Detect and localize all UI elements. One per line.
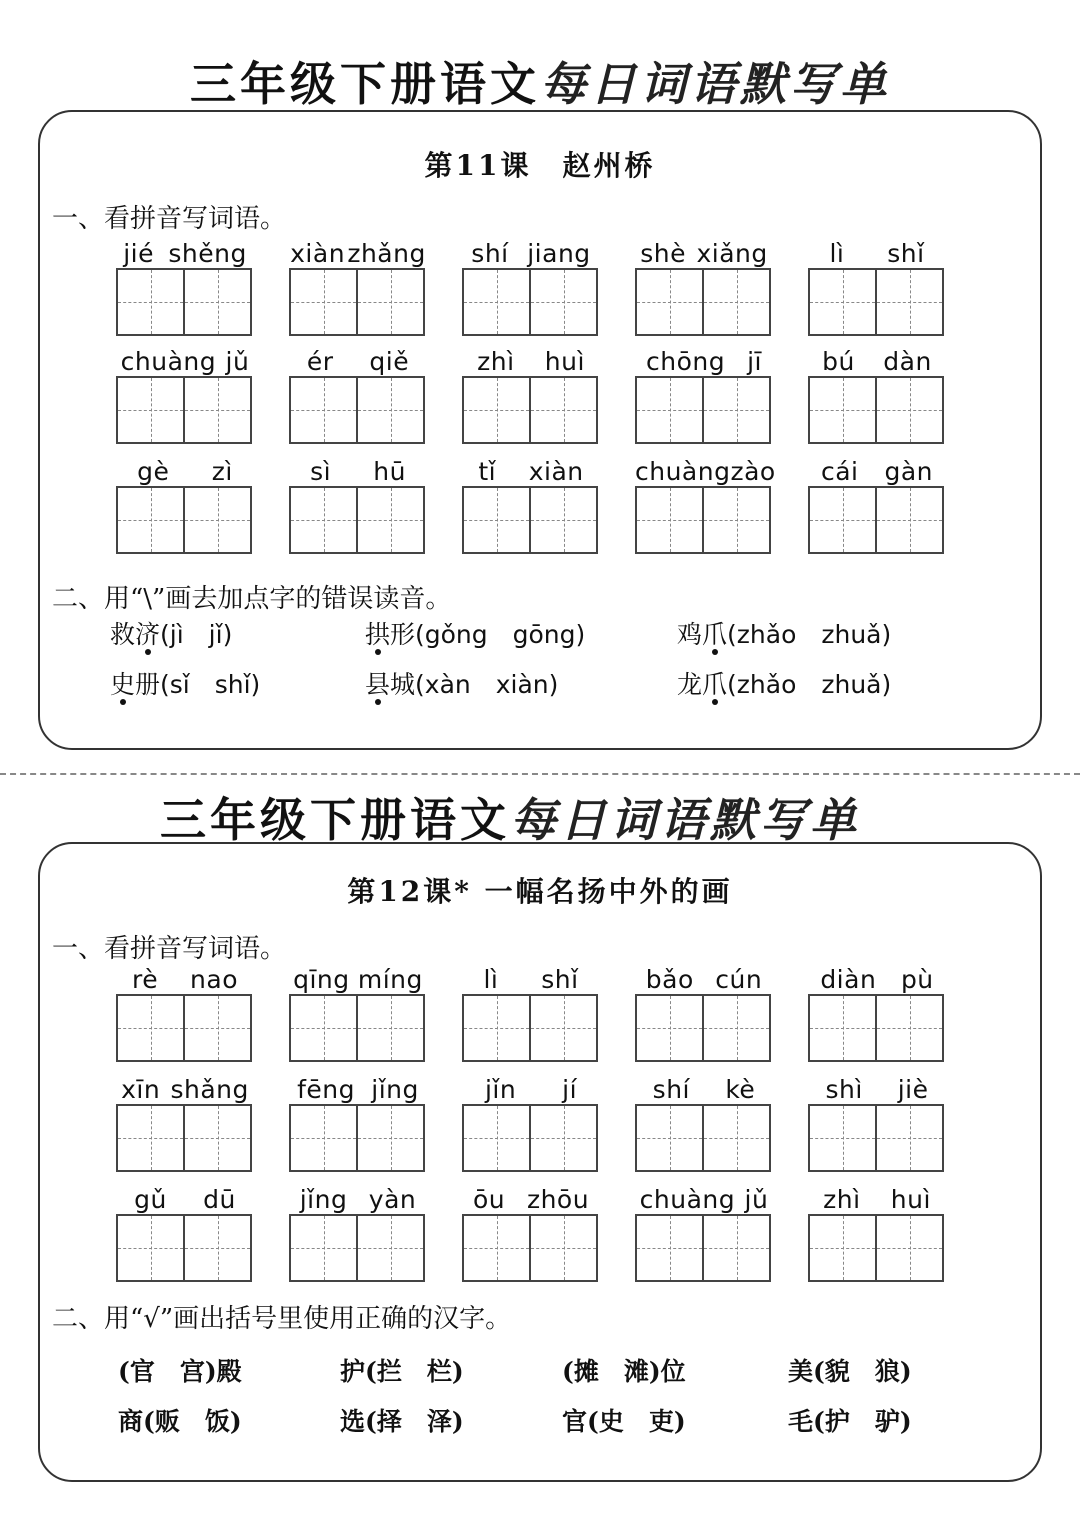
character-choice-question[interactable]: 护(拦 栏) xyxy=(340,1357,464,1386)
writing-box[interactable] xyxy=(635,486,771,554)
pinyin-syllable: qiě xyxy=(369,347,410,376)
writing-box[interactable] xyxy=(462,376,598,444)
writing-box[interactable] xyxy=(808,486,944,554)
pinyin-syllable: chuàng xyxy=(120,347,217,376)
tianzige-cell[interactable] xyxy=(702,270,769,334)
pinyin-syllable: yàn xyxy=(368,1185,417,1214)
character-choice-question[interactable]: (官 宫)殿 xyxy=(118,1357,242,1386)
tianzige-cell[interactable] xyxy=(810,1106,875,1170)
pinyin-word xyxy=(808,1180,946,1282)
writing-box[interactable] xyxy=(635,268,771,336)
pinyin-syllable: chōng xyxy=(645,347,726,376)
pinyin-syllable: huì xyxy=(544,347,585,376)
pinyin-syllable: zì xyxy=(211,457,233,486)
pinyin-syllable: cái xyxy=(820,457,859,486)
pinyin-syllable: gǔ xyxy=(134,1185,167,1214)
sheet1-title-sub: 每日词语默写单 xyxy=(540,57,890,111)
pinyin-label xyxy=(116,452,254,486)
pronunciation-question[interactable] xyxy=(110,668,365,702)
writing-box[interactable] xyxy=(462,1104,598,1172)
pinyin-syllable: shǐ xyxy=(887,239,925,268)
tianzige-cell[interactable] xyxy=(529,996,596,1060)
tianzige-cell[interactable] xyxy=(356,378,423,442)
tianzige-cell[interactable] xyxy=(702,996,769,1060)
tianzige-cell[interactable] xyxy=(702,378,769,442)
pinyin-word xyxy=(808,452,946,554)
tianzige-cell[interactable] xyxy=(356,1216,423,1280)
writing-box[interactable] xyxy=(635,376,771,444)
sheet1-title xyxy=(0,48,1080,114)
pinyin-label xyxy=(462,960,600,994)
tianzige-cell[interactable] xyxy=(464,378,529,442)
writing-box[interactable] xyxy=(808,1104,944,1172)
pinyin-syllable: chuàng xyxy=(639,1185,736,1214)
question-prefix: 龙 xyxy=(677,670,703,699)
tianzige-cell[interactable] xyxy=(118,378,183,442)
writing-box[interactable] xyxy=(289,268,425,336)
question-prefix: 救 xyxy=(110,620,136,649)
tianzige-cell[interactable] xyxy=(118,1106,183,1170)
pinyin-syllable: shè xyxy=(640,239,686,268)
question-prefix: 鸡 xyxy=(677,620,703,649)
tianzige-cell[interactable] xyxy=(291,1216,356,1280)
sheet1-word-row-2 xyxy=(116,342,946,444)
pinyin-syllable: jí xyxy=(562,1075,578,1104)
writing-box[interactable] xyxy=(808,376,944,444)
pinyin-word xyxy=(635,234,773,336)
tianzige-cell[interactable] xyxy=(529,1106,596,1170)
writing-box[interactable] xyxy=(116,268,252,336)
pinyin-word xyxy=(116,234,254,336)
pinyin-syllable: xiàn xyxy=(528,457,584,486)
writing-box[interactable] xyxy=(462,268,598,336)
pinyin-word xyxy=(289,960,427,1062)
writing-box[interactable] xyxy=(289,994,425,1062)
pinyin-label xyxy=(808,1070,946,1104)
pinyin-word xyxy=(116,452,254,554)
tianzige-cell[interactable] xyxy=(529,378,596,442)
writing-box[interactable] xyxy=(635,1214,771,1282)
pinyin-syllable: bǎo xyxy=(645,965,694,994)
pinyin-label xyxy=(635,452,776,486)
pinyin-label xyxy=(462,452,600,486)
writing-box[interactable] xyxy=(462,1214,598,1282)
sheet2-word-row-3 xyxy=(116,1180,946,1282)
pinyin-syllable: hū xyxy=(373,457,406,486)
dotted-character: 爪 xyxy=(702,620,728,649)
pinyin-word xyxy=(116,342,254,444)
tianzige-cell[interactable] xyxy=(118,1216,183,1280)
pinyin-syllable: gè xyxy=(137,457,170,486)
pinyin-label xyxy=(116,1180,254,1214)
pinyin-label xyxy=(635,1180,773,1214)
pinyin-syllable: kè xyxy=(725,1075,756,1104)
pinyin-syllable: xiàn xyxy=(290,239,346,268)
pinyin-label xyxy=(289,960,427,994)
writing-box[interactable] xyxy=(116,1104,252,1172)
pinyin-syllable: lì xyxy=(483,965,499,994)
tianzige-cell[interactable] xyxy=(464,1216,529,1280)
pinyin-label xyxy=(462,342,600,376)
pinyin-syllable: jié xyxy=(123,239,154,268)
pinyin-word xyxy=(289,234,427,336)
writing-box[interactable] xyxy=(635,1104,771,1172)
tianzige-cell[interactable] xyxy=(464,270,529,334)
pinyin-syllable: cún xyxy=(715,965,763,994)
tianzige-cell[interactable] xyxy=(291,1106,356,1170)
pinyin-word xyxy=(289,342,427,444)
tianzige-cell[interactable] xyxy=(464,488,529,552)
dotted-character: 史 xyxy=(110,670,136,699)
pinyin-word xyxy=(635,960,773,1062)
question-options[interactable]: (zhǎo zhuǎ) xyxy=(727,620,892,649)
writing-box[interactable] xyxy=(808,994,944,1062)
tianzige-cell[interactable] xyxy=(183,270,250,334)
pinyin-word xyxy=(635,342,773,444)
tianzige-cell[interactable] xyxy=(356,996,423,1060)
pronunciation-question[interactable] xyxy=(677,668,980,702)
pinyin-label xyxy=(116,234,254,268)
tianzige-cell[interactable] xyxy=(637,270,702,334)
tianzige-cell[interactable] xyxy=(702,1216,769,1280)
pinyin-label xyxy=(289,452,427,486)
pinyin-syllable: rè xyxy=(131,965,159,994)
pinyin-syllable: gàn xyxy=(884,457,934,486)
question-options[interactable]: 册(sǐ shǐ) xyxy=(135,670,261,699)
sheet2-title xyxy=(0,784,1050,850)
writing-box[interactable] xyxy=(289,1214,425,1282)
tianzige-cell[interactable] xyxy=(291,270,356,334)
pinyin-syllable: zhì xyxy=(823,1185,861,1214)
pinyin-syllable: fēng xyxy=(297,1075,356,1104)
question-options[interactable]: 形(gǒng gōng) xyxy=(390,620,586,649)
tianzige-cell[interactable] xyxy=(183,378,250,442)
tianzige-cell[interactable] xyxy=(637,996,702,1060)
pinyin-word xyxy=(289,1180,427,1282)
pinyin-syllable: shěng xyxy=(168,239,247,268)
tianzige-cell[interactable] xyxy=(291,488,356,552)
pinyin-word xyxy=(462,234,600,336)
pinyin-syllable: ōu xyxy=(472,1185,506,1214)
writing-box[interactable] xyxy=(635,994,771,1062)
pinyin-word xyxy=(289,452,427,554)
tianzige-cell[interactable] xyxy=(875,1216,942,1280)
tianzige-cell[interactable] xyxy=(810,270,875,334)
tianzige-cell[interactable] xyxy=(810,996,875,1060)
pinyin-word xyxy=(635,1070,773,1172)
tianzige-cell[interactable] xyxy=(875,488,942,552)
pinyin-label xyxy=(808,342,946,376)
pinyin-syllable: jǔ xyxy=(744,1185,769,1214)
pinyin-label xyxy=(635,342,773,376)
pinyin-syllable: shì xyxy=(825,1075,863,1104)
pinyin-syllable: diàn xyxy=(820,965,877,994)
pinyin-syllable: qīng xyxy=(293,965,350,994)
pinyin-label xyxy=(635,234,773,268)
pinyin-syllable: dū xyxy=(203,1185,236,1214)
sheet1-section2-heading: 二、用“\”画去加点字的错误读音。 xyxy=(52,584,452,614)
tianzige-cell[interactable] xyxy=(118,996,183,1060)
pinyin-syllable: jǐn xyxy=(484,1075,517,1104)
pinyin-word xyxy=(462,342,600,444)
pinyin-word xyxy=(116,1180,254,1282)
pinyin-label xyxy=(116,342,254,376)
pinyin-syllable: chuàng xyxy=(635,457,731,486)
writing-box[interactable] xyxy=(116,994,252,1062)
pinyin-word xyxy=(808,234,946,336)
tianzige-cell[interactable] xyxy=(637,378,702,442)
tianzige-cell[interactable] xyxy=(118,270,183,334)
pinyin-word xyxy=(289,1070,427,1172)
pinyin-word xyxy=(116,960,254,1062)
tianzige-cell[interactable] xyxy=(875,1106,942,1170)
sheet2-word-row-1 xyxy=(116,960,946,1062)
tianzige-cell[interactable] xyxy=(637,488,702,552)
pinyin-syllable: zào xyxy=(730,457,776,486)
sheet2-section1-heading: 一、看拼音写词语。 xyxy=(52,934,287,964)
pinyin-word xyxy=(462,1180,600,1282)
pinyin-label xyxy=(808,452,946,486)
pinyin-syllable: zhǎng xyxy=(347,239,426,268)
pinyin-label xyxy=(289,234,427,268)
sheet1-section1-heading: 一、看拼音写词语。 xyxy=(52,204,287,234)
pinyin-word xyxy=(462,1070,600,1172)
writing-box[interactable] xyxy=(116,376,252,444)
pinyin-syllable: jǐng xyxy=(371,1075,419,1104)
writing-box[interactable] xyxy=(289,376,425,444)
pinyin-syllable: xiǎng xyxy=(696,239,768,268)
character-choice-question[interactable]: 毛(护 驴) xyxy=(788,1407,912,1436)
pinyin-label xyxy=(116,960,254,994)
writing-box[interactable] xyxy=(462,994,598,1062)
pinyin-word xyxy=(462,452,600,554)
pinyin-syllable: jǐng xyxy=(299,1185,348,1214)
pinyin-label xyxy=(116,1070,254,1104)
sheet2-title-sub: 每日词语默写单 xyxy=(510,793,860,847)
pinyin-label xyxy=(635,960,773,994)
tianzige-cell[interactable] xyxy=(356,488,423,552)
writing-box[interactable] xyxy=(462,486,598,554)
pinyin-syllable: lì xyxy=(829,239,845,268)
pronunciation-question[interactable] xyxy=(110,618,365,652)
sheet2-lesson-title: 第12课* 一幅名扬中外的画 xyxy=(347,875,733,908)
pinyin-syllable: jiè xyxy=(897,1075,929,1104)
tianzige-cell[interactable] xyxy=(875,378,942,442)
tianzige-cell[interactable] xyxy=(810,378,875,442)
sheet1-word-row-3 xyxy=(116,452,946,554)
pinyin-label xyxy=(289,342,427,376)
character-choice-question[interactable]: 美(貌 狼) xyxy=(788,1357,912,1386)
tianzige-cell[interactable] xyxy=(291,996,356,1060)
pinyin-label xyxy=(462,234,600,268)
pinyin-label xyxy=(808,960,946,994)
dotted-character: 拱 xyxy=(365,620,391,649)
writing-box[interactable] xyxy=(289,486,425,554)
pinyin-label xyxy=(462,1180,600,1214)
pinyin-word xyxy=(462,960,600,1062)
dotted-character: 爪 xyxy=(702,670,728,699)
pinyin-syllable: shǎng xyxy=(170,1075,249,1104)
pinyin-syllable: jī xyxy=(747,347,762,376)
pinyin-label xyxy=(635,1070,773,1104)
dotted-character: 济 xyxy=(135,620,161,649)
tianzige-cell[interactable] xyxy=(702,1106,769,1170)
pinyin-syllable: huì xyxy=(890,1185,931,1214)
tianzige-cell[interactable] xyxy=(810,488,875,552)
character-choice-question[interactable]: (摊 滩)位 xyxy=(562,1357,686,1386)
tianzige-cell[interactable] xyxy=(291,378,356,442)
tianzige-cell[interactable] xyxy=(464,1106,529,1170)
pinyin-syllable: bú xyxy=(822,347,855,376)
tianzige-cell[interactable] xyxy=(356,1106,423,1170)
tianzige-cell[interactable] xyxy=(529,488,596,552)
sheet2-section2-heading: 二、用“√”画出括号里使用正确的汉字。 xyxy=(52,1304,512,1334)
tianzige-cell[interactable] xyxy=(875,996,942,1060)
pinyin-syllable: zhōu xyxy=(526,1185,590,1214)
tianzige-cell[interactable] xyxy=(183,1216,250,1280)
tianzige-cell[interactable] xyxy=(810,1216,875,1280)
pinyin-word xyxy=(116,1070,254,1172)
pinyin-word xyxy=(635,452,776,554)
tianzige-cell[interactable] xyxy=(183,1106,250,1170)
writing-box[interactable] xyxy=(116,486,252,554)
character-choice-question[interactable]: 商(贩 饭) xyxy=(118,1407,242,1436)
question-options[interactable]: (jì jǐ) xyxy=(160,620,233,649)
pinyin-syllable: pù xyxy=(900,965,934,994)
sheet2-question-grid xyxy=(118,1356,1018,1438)
tianzige-cell[interactable] xyxy=(529,270,596,334)
question-options[interactable]: (zhǎo zhuǎ) xyxy=(727,670,892,699)
pinyin-syllable: shí xyxy=(652,1075,690,1104)
pinyin-syllable: zhì xyxy=(477,347,515,376)
pinyin-label xyxy=(808,234,946,268)
tianzige-cell[interactable] xyxy=(875,270,942,334)
pinyin-syllable: jiang xyxy=(527,239,591,268)
tianzige-cell[interactable] xyxy=(464,996,529,1060)
tianzige-cell[interactable] xyxy=(702,488,769,552)
tianzige-cell[interactable] xyxy=(637,1106,702,1170)
writing-box[interactable] xyxy=(289,1104,425,1172)
writing-box[interactable] xyxy=(808,268,944,336)
pinyin-syllable: sì xyxy=(310,457,332,486)
character-choice-question[interactable]: 官(史 吏) xyxy=(562,1407,686,1436)
sheet1-question-grid xyxy=(110,618,980,702)
tianzige-cell[interactable] xyxy=(637,1216,702,1280)
pinyin-syllable: tǐ xyxy=(478,457,497,486)
character-choice-question[interactable]: 选(择 泽) xyxy=(340,1407,464,1436)
writing-box[interactable] xyxy=(116,1214,252,1282)
sheet2-card xyxy=(38,842,1042,1482)
pinyin-syllable: nao xyxy=(190,965,239,994)
cut-line xyxy=(0,773,1080,775)
sheet2-title-main: 三年级下册语文 xyxy=(160,793,510,847)
pinyin-syllable: jǔ xyxy=(225,347,250,376)
pinyin-syllable: ér xyxy=(306,347,334,376)
question-options[interactable]: 城(xàn xiàn) xyxy=(390,670,559,699)
pinyin-syllable: dàn xyxy=(883,347,932,376)
pinyin-syllable: míng xyxy=(357,965,423,994)
sheet1-lesson-title: 第11课 赵州桥 xyxy=(424,149,656,182)
pinyin-word xyxy=(808,1070,946,1172)
sheet2-word-row-2 xyxy=(116,1070,946,1172)
tianzige-cell[interactable] xyxy=(118,488,183,552)
pinyin-label xyxy=(289,1070,427,1104)
tianzige-cell[interactable] xyxy=(183,996,250,1060)
pronunciation-question[interactable] xyxy=(365,618,677,652)
tianzige-cell[interactable] xyxy=(183,488,250,552)
sheet1-word-row-1 xyxy=(116,234,946,336)
sheet1-title-main: 三年级下册语文 xyxy=(190,57,540,111)
sheet1-card xyxy=(38,110,1042,750)
pinyin-word xyxy=(808,342,946,444)
pinyin-label xyxy=(462,1070,600,1104)
writing-box[interactable] xyxy=(808,1214,944,1282)
pinyin-label xyxy=(289,1180,427,1214)
dotted-character: 县 xyxy=(365,670,391,699)
tianzige-cell[interactable] xyxy=(356,270,423,334)
pronunciation-question[interactable] xyxy=(365,668,677,702)
pronunciation-question[interactable] xyxy=(677,618,980,652)
pinyin-label xyxy=(808,1180,946,1214)
tianzige-cell[interactable] xyxy=(529,1216,596,1280)
pinyin-syllable: shí xyxy=(471,239,509,268)
pinyin-syllable: xīn xyxy=(121,1075,161,1104)
pinyin-word xyxy=(635,1180,773,1282)
pinyin-word xyxy=(808,960,946,1062)
pinyin-syllable: shǐ xyxy=(541,965,579,994)
